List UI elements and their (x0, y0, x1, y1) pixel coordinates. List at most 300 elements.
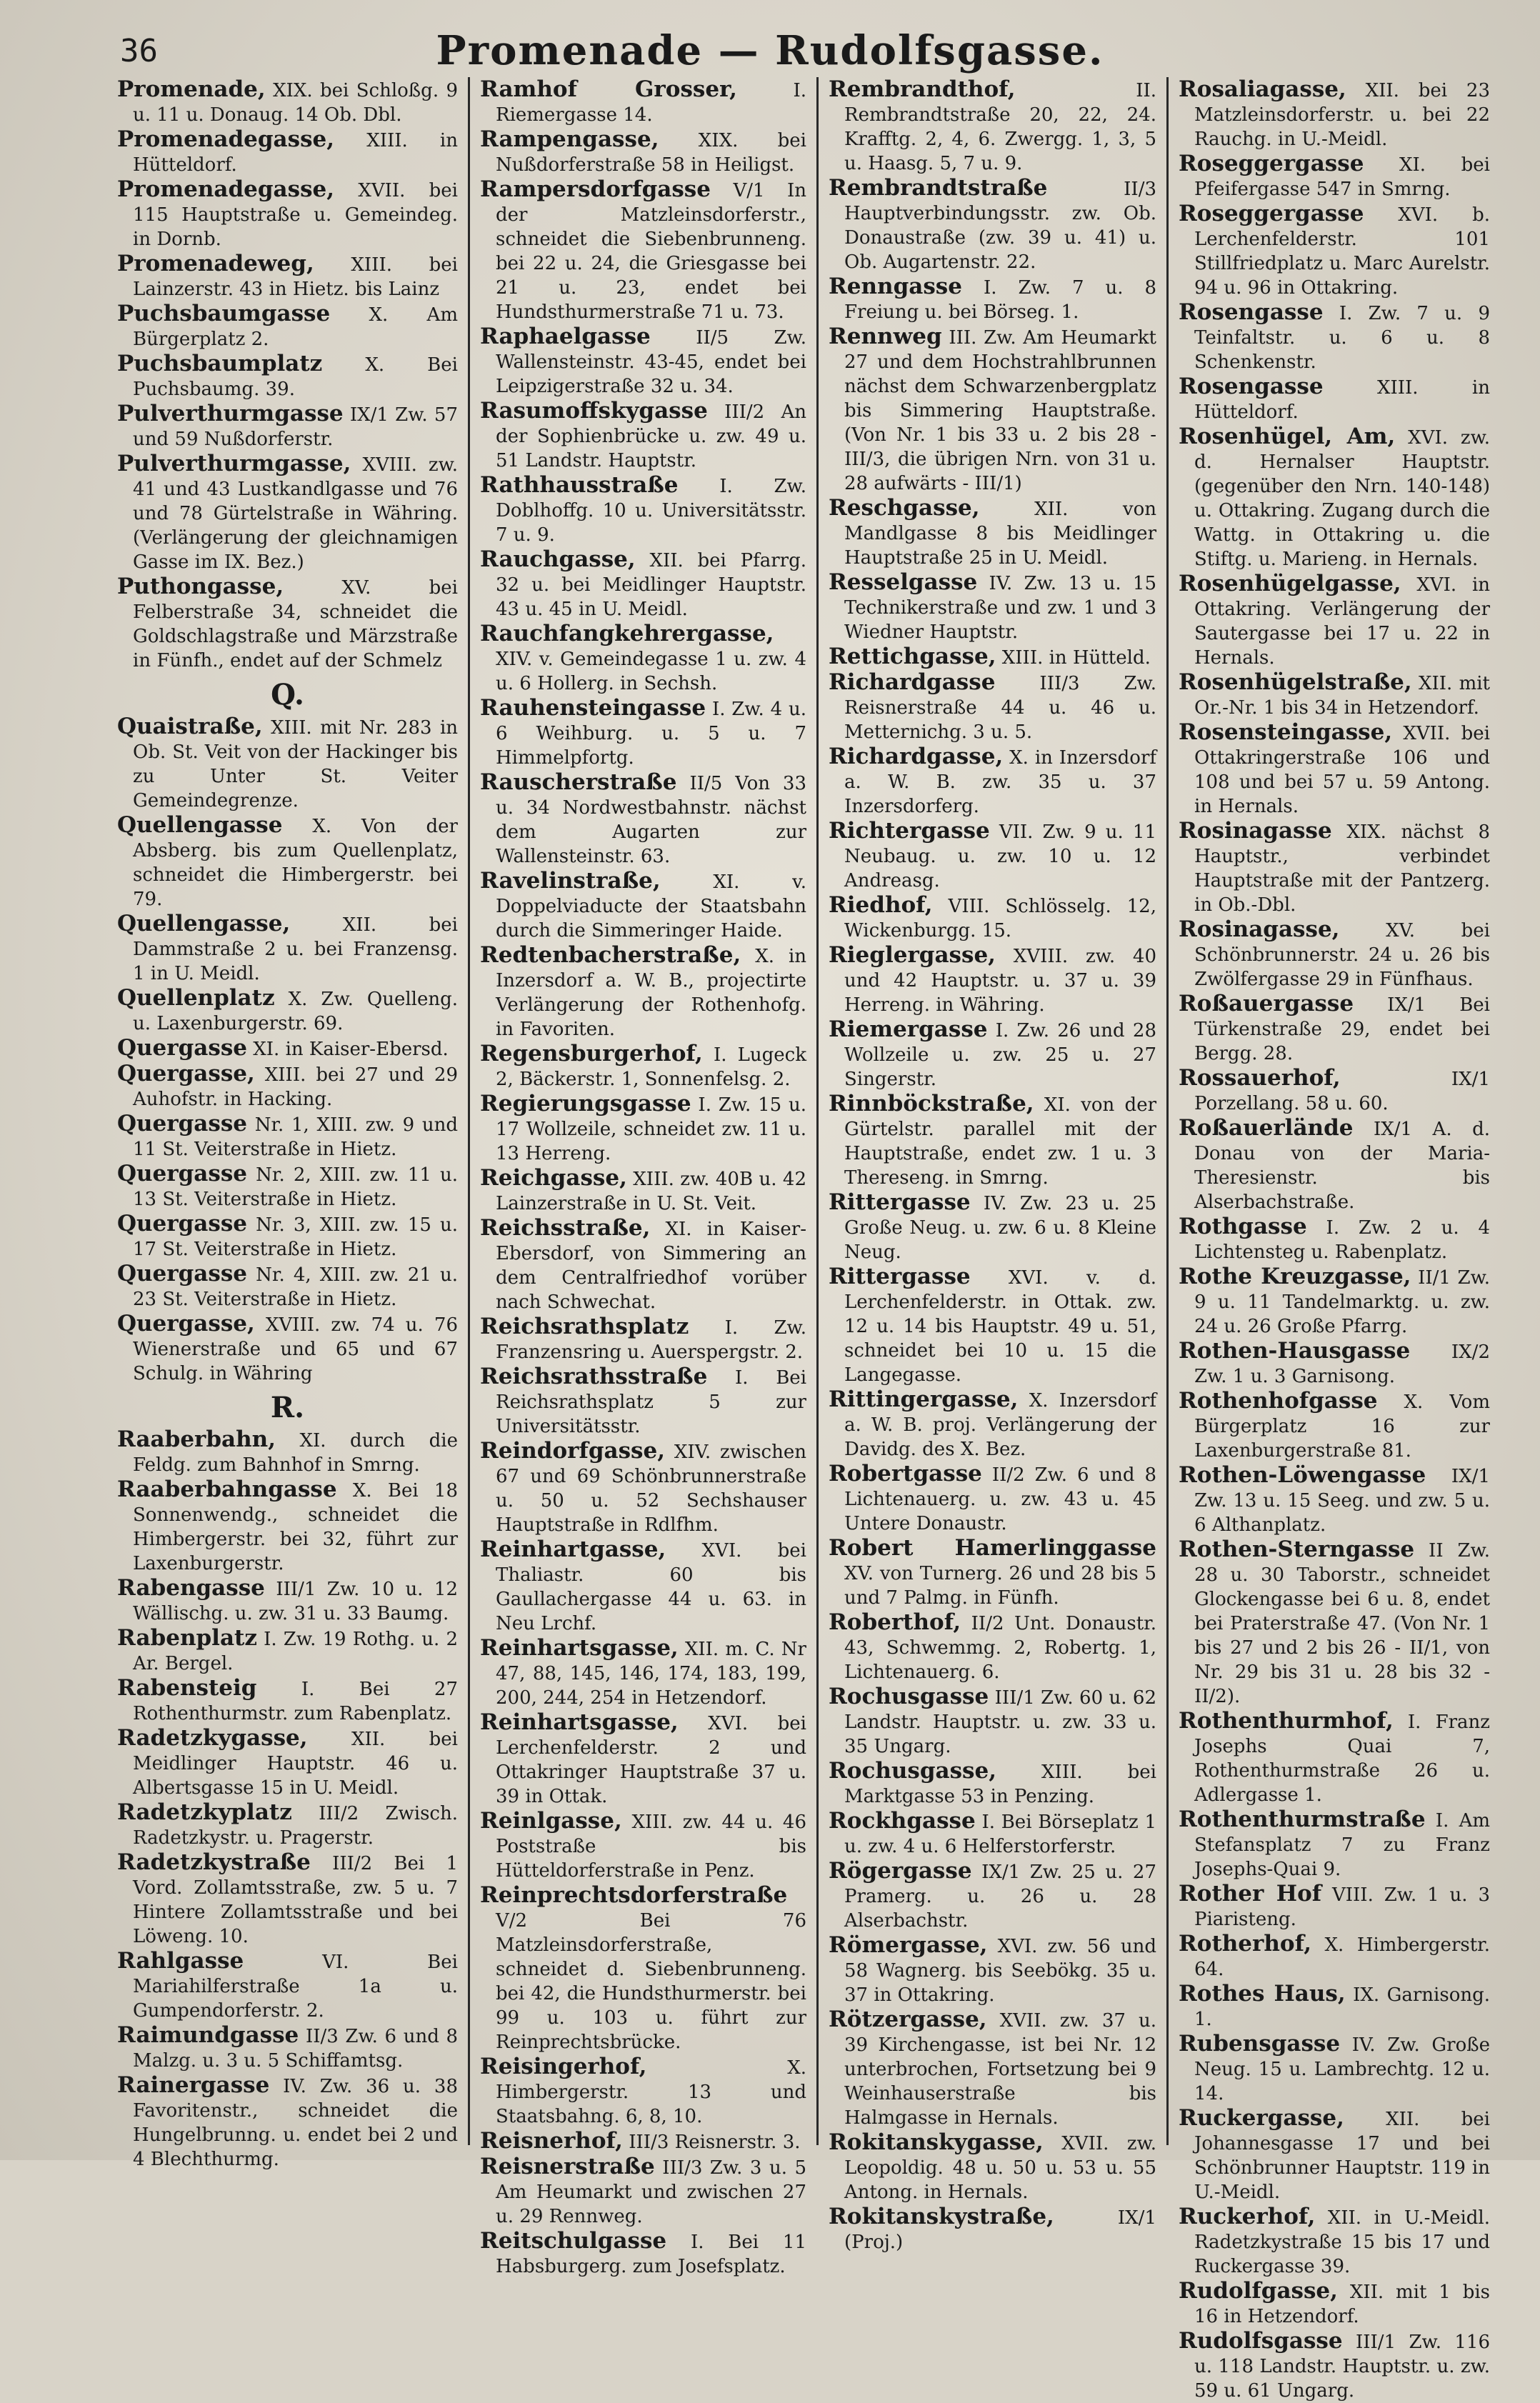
street-description: XVIII. zw. 40 und 42 Hauptstr. u. 37 u. 39 Herreng. in Währing. (844, 946, 1157, 1016)
street-description: I. Zw. Doblhoffg. 10 u. Universitätsstr. 7 u. 9. (496, 476, 806, 546)
directory-entry (1179, 720, 1490, 819)
street-description: X. in Inzersdorf a. W. B. zw. 35 u. 37 Inzersdorferg. (844, 747, 1156, 817)
street-description: V/2 Bei 76 Matzleinsdorferstraße, schneidet d. Siebenbrunneng. bei 42, die Hundsthurmerstr. bei 99 u. 103 u. führt zur Reinprechtsbrücke. (496, 1910, 806, 2053)
street-name: Riemergasse (829, 1016, 988, 1042)
street-description: I. Zw. 4 u. 6 Weihburg. u. 5 u. 7 Himmelpfortg. (496, 699, 806, 769)
street-name: Puchsbaumgasse (117, 301, 331, 326)
directory-entry (829, 1684, 1156, 1759)
street-name: Rembrandthof, (829, 76, 1016, 102)
street-description: XII. bei Johannesgasse 17 und bei Schönbrunner Hauptstr. 119 in U.-Meidl. (1194, 2109, 1490, 2203)
street-description: XVIII. zw. 41 und 43 Lustkandlgasse und 76 und 78 Gürtelstraße in Währing. (Verlängerung der gleichnamigen Gasse im IX. Bez.) (133, 454, 459, 573)
directory-entry (117, 1800, 458, 1850)
directory-entry (117, 1850, 458, 1949)
street-description: XI. durch die Feldg. zum Bahnhof in Smrng. (133, 1430, 459, 1476)
street-description: XIX. bei Schloßg. 9 u. 11 u. Donaug. 14 Ob. Dbl. (133, 80, 459, 126)
street-name: Rittergasse (829, 1264, 971, 1289)
street-name: Rampersdorfgasse (480, 176, 711, 202)
street-name: Quergasse, (117, 1311, 255, 1337)
street-name: Quaistraße, (117, 714, 263, 739)
directory-entry (117, 1111, 458, 1161)
street-name: Robert Hamerlinggasse (829, 1535, 1156, 1561)
street-description: IV. Zw. 23 u. 25 Große Neug. u. zw. 6 u. 8 Kleine Neug. (844, 1193, 1156, 1263)
street-description: XVIII. zw. 74 u. 76 Wienerstraße und 65 und 67 Schulg. in Währing (133, 1314, 458, 1384)
street-name: Ruckerhof, (1179, 2204, 1316, 2229)
street-name: Reisnerhof, (480, 2128, 623, 2154)
street-description: XII. bei Pfarrg. 32 u. bei Meidlinger Hauptstr. 43 u. 45 in U. Meidl. (496, 550, 806, 620)
street-name: Rosinagasse, (1179, 916, 1340, 942)
directory-entry (1179, 77, 1490, 151)
street-name: Radetzkygasse, (117, 1725, 308, 1751)
street-description: I. Zw. Franzensring u. Auerspergstr. 2. (496, 1317, 806, 1363)
street-name: Rosenhügelgasse, (1179, 571, 1401, 596)
street-name: Quergasse (117, 1035, 247, 1061)
directory-entry (117, 1212, 458, 1262)
street-name: Rothenthurmhof, (1179, 1708, 1394, 1734)
directory-entry (480, 770, 806, 869)
directory-entry (829, 1264, 1156, 1387)
directory-entry (480, 1809, 806, 1883)
street-name: Rudolfsgasse (1179, 2328, 1343, 2354)
directory-entry (829, 1809, 1156, 1859)
street-description: III/3 Reisnerstr. 3. (629, 2132, 801, 2153)
directory-entry (480, 127, 806, 177)
street-name: Rotherhof, (1179, 1931, 1312, 1957)
directory-entry (1179, 1389, 1490, 1463)
directory-entry (480, 324, 806, 399)
directory-entry (117, 1312, 458, 1386)
street-description: III. Zw. Am Heumarkt 27 und dem Hochstrahlbrunnen nächst dem Schwarzenbergplatz bis Simmering Hauptstraße. (Von Nr. 1 bis 33 u. 2 bis 28 - III/3, die übrigen Nrn. von 31 u. 28 aufwärts - III/1) (844, 327, 1156, 494)
street-description: III/3 Zw. Reisnerstraße 44 u. 46 u. Metternichg. 3 u. 5. (844, 673, 1156, 743)
directory-entry (829, 744, 1156, 819)
street-name: Römergasse, (829, 1932, 988, 1958)
street-description: XIII. in Hütteld. (1001, 647, 1151, 669)
street-description: III/2 An der Sophienbrücke u. zw. 49 u. 51 Landstr. Hauptstr. (496, 401, 807, 471)
street-description: I. Zw. 7 u. 9 Teinfaltstr. u. 6 u. 8 Schenkenstr. (1194, 303, 1490, 373)
street-description: II Zw. 28 u. 30 Taborstr., schneidet Glockengasse bei 6 u. 8, endet bei Praterstraße 47. (Von Nr. 1 bis 27 und 2 bis 26 - II/1, von Nr. 29 bis 31 u. 28 bis 32 - II/2). (1194, 1540, 1491, 1707)
street-description: VII. Zw. 9 u. 11 Neubaug. u. zw. 10 u. 12 Andreasg. (844, 821, 1157, 891)
directory-entry (480, 399, 806, 473)
directory-entry (480, 696, 806, 770)
running-title: Promenade — Rudolfsgasse. (436, 27, 1104, 74)
street-name: Promenadegasse, (117, 126, 335, 152)
street-name: Rittergasse (829, 1189, 971, 1215)
directory-entry (829, 1017, 1156, 1091)
column-4 (1169, 76, 1500, 2402)
street-name: Raaberbahngasse (117, 1477, 337, 1502)
street-description: XV. von Turnerg. 26 und 28 bis 5 und 7 Palmg. in Fünfh. (844, 1563, 1156, 1609)
street-name: Rochusgasse (829, 1684, 989, 1709)
directory-entry (1179, 571, 1490, 670)
street-name: Rothen-Hausgasse (1179, 1338, 1411, 1364)
directory-entry (117, 813, 458, 911)
directory-entry (117, 1626, 458, 1676)
street-description: IX/1 Zw. 13 u. 15 Seeg. und zw. 5 u. 6 Althanplatz. (1194, 1466, 1490, 1536)
street-name: Ramhof Grosser, (480, 76, 737, 102)
street-name: Rauchfangkehrergasse, (480, 621, 774, 646)
street-name: Rosinagasse (1179, 818, 1332, 844)
street-name: Resselgasse (829, 569, 978, 595)
street-name: Rothen-Sterngasse (1179, 1537, 1415, 1562)
directory-entry (1179, 1214, 1490, 1264)
street-description: I. Zw. 26 und 28 Wollzeile u. zw. 25 u. 27 Singerstr. (844, 1020, 1156, 1090)
street-name: Rinnböckstraße, (829, 1091, 1034, 1116)
street-description: I. Zw. 19 Rothg. u. 2 Ar. Bergel. (133, 1629, 458, 1674)
street-name: Robertgasse (829, 1461, 982, 1487)
letter-heading: R. (270, 1391, 305, 1424)
street-name: Rittingergasse, (829, 1387, 1019, 1412)
street-description: Nr. 3, XIII. zw. 15 u. 17 St. Veiterstraße in Hietz. (133, 1214, 459, 1260)
street-description: X. Himbergerstr. 64. (1194, 1934, 1491, 1980)
street-description: II/5 Von 33 u. 34 Nordwestbahnstr. nächst dem Augarten zur Wallensteinstr. 63. (496, 773, 807, 867)
street-name: Reinhartsgasse, (480, 1635, 679, 1661)
street-description: XVI. zw. 56 und 58 Wagnerg. bis Seebökg. 35 u. 37 in Ottakring. (844, 1936, 1157, 2006)
directory-entry (480, 1710, 806, 1809)
street-name: Richardgasse (829, 669, 996, 695)
street-description: X. in Inzersdorf a. W. B., projectirte Verlängerung der Rothenhofg. in Favoriten. (496, 946, 806, 1040)
street-description: XII. von Mandlgasse 8 bis Meidlinger Hauptstraße 25 in U. Meidl. (844, 499, 1157, 569)
street-name: Renngasse (829, 274, 962, 299)
street-description: I. Bei Reichsrathsplatz 5 zur Universitätsstr. (496, 1367, 807, 1437)
street-description: IX/1 Zw. 25 u. 27 Pramerg. u. 26 u. 28 Alserbachstr. (844, 1862, 1157, 1932)
street-name: Quergasse (117, 1111, 247, 1136)
street-name: Reichsstraße, (480, 1215, 651, 1241)
directory-entry (480, 1883, 806, 2054)
street-description: X. Bei 18 Sonnenwendg., schneidet die Himbergerstr. bei 32, führt zur Laxenburgerstr. (133, 1480, 459, 1574)
directory-entry (480, 1364, 806, 1439)
street-description: I. Bei 11 Habsburgerg. zum Josefsplatz. (496, 2232, 806, 2277)
street-description: XII. in U.-Meidl. Radetzkystraße 15 bis 17 und Ruckergasse 39. (1194, 2207, 1490, 2277)
street-name: Riedhof, (829, 892, 933, 918)
street-description: I. Riemergasse 14. (496, 80, 806, 126)
directory-entry (480, 1636, 806, 1710)
street-description: XI. bei Pfeifergasse 547 in Smrng. (1194, 154, 1490, 200)
street-name: Rokitanskygasse, (829, 2129, 1044, 2155)
street-name: Rasumoffskygasse (480, 398, 708, 424)
street-description: III/2 Zwisch. Radetzkystr. u. Pragerstr. (133, 1803, 458, 1849)
directory-entry (829, 274, 1156, 324)
street-description: Nr. 2, XIII. zw. 11 u. 13 St. Veiterstraße in Hietz. (133, 1164, 459, 1210)
street-description: IV. Zw. 36 u. 38 Favoritenstr., schneidet die Hungelbrunng. u. endet bei 2 und 4 Blechthurmg. (133, 2076, 458, 2170)
street-name: Regierungsgasse (480, 1091, 691, 1116)
directory-entry (117, 301, 458, 351)
street-description: III/2 Bei 1 Vord. Zollamtsstraße, zw. 5 u. 7 Hintere Zollamtsstraße und bei Löweng. 10. (133, 1853, 458, 1947)
street-name: Roseggergasse (1179, 201, 1364, 226)
street-name: Rother Hof (1179, 1881, 1322, 1907)
street-description: XIII. in Hütteldorf. (133, 130, 458, 176)
directory-entry (480, 2154, 806, 2229)
street-description: XIII. bei Marktgasse 53 in Penzing. (844, 1762, 1156, 1807)
street-description: XVI. bei Lerchenfelderstr. 2 und Ottakringer Hauptstraße 37 u. 39 in Ottak. (496, 1713, 807, 1807)
directory-entry (480, 621, 806, 696)
street-description: IX/1 A. d. Donau von der Maria-Theresienstr. bis Alserbachstraße. (1194, 1119, 1491, 1213)
directory-entry (829, 570, 1156, 644)
street-description: XI. in Kaiser-Ebersd. (253, 1039, 449, 1060)
directory-entry (480, 1041, 806, 1091)
street-description: II/3 Zw. 6 und 8 Malzg. u. 3 u. 5 Schiffamtsg. (133, 2026, 459, 2072)
street-description: XVI. zw. d. Hernalser Hauptstr. (gegenüber den Nrn. 140-148) u. Ottakring. Zugang durch die Wattg. in Ottakring u. die Stiftg. u. Marieng. in Hernals. (1194, 427, 1490, 570)
street-name: Reisnerstraße (480, 2154, 655, 2179)
directory-entry (480, 77, 806, 127)
directory-entry (1179, 1807, 1490, 1882)
directory-entry (829, 1536, 1156, 1610)
directory-entry (117, 451, 458, 574)
street-description: XIX. bei Nußdorferstraße 58 in Heiligst. (496, 130, 807, 176)
directory-entry (117, 77, 458, 127)
street-description: XV. bei Felberstraße 34, schneidet die Goldschlagstraße und Märzstraße in Fünfh., endet auf der Schmelz (133, 577, 458, 671)
street-name: Rauchgasse, (480, 546, 636, 572)
street-name: Rudolfgasse, (1179, 2278, 1338, 2304)
street-name: Roseggergasse (1179, 151, 1364, 176)
street-name: Rokitanskystraße, (829, 2204, 1054, 2229)
directory-entry (1179, 2032, 1490, 2106)
street-name: Rosenhügel, Am, (1179, 424, 1396, 449)
directory-entry (117, 1262, 458, 1312)
street-description: VIII. Zw. 1 u. 3 Piaristeng. (1194, 1884, 1490, 1930)
street-description: XI. v. Doppelviaducte der Staatsbahn durch die Simmeringer Haide. (496, 871, 806, 941)
directory-entry (1179, 1709, 1490, 1807)
street-description: XVI. bei Thaliastr. 60 bis Gaullachergasse 44 u. 63. in Neu Lrchf. (496, 1540, 806, 1634)
directory-entry (1179, 2106, 1490, 2204)
street-name: Reisingerhof, (480, 2054, 647, 2079)
directory-entry (829, 1091, 1156, 1190)
directory-entry (117, 574, 458, 673)
street-name: Promenade, (117, 76, 266, 102)
directory-entry (829, 943, 1156, 1017)
street-description: III/3 Zw. 3 u. 5 Am Heumarkt und zwischen 27 u. 29 Rennweg. (496, 2157, 807, 2227)
directory-entry (117, 911, 458, 986)
directory-entry (829, 1462, 1156, 1536)
street-name: Rögergasse (829, 1858, 972, 1884)
street-name: Rubensgasse (1179, 2031, 1341, 2057)
directory-entry (117, 1576, 458, 1626)
street-name: Reinhartsgasse, (480, 1709, 679, 1735)
street-name: Reichsrathsstraße (480, 1364, 708, 1389)
directory-entry (1179, 424, 1490, 571)
directory-entry (1179, 1982, 1490, 2032)
street-description: XVII. bei 115 Hauptstraße u. Gemeindeg. in Dornb. (133, 180, 458, 250)
directory-entry (117, 127, 458, 177)
street-description: XII. bei Dammstraße 2 u. bei Franzensg. 1 in U. Meidl. (133, 914, 458, 984)
street-description: II/5 Zw. Wallensteinstr. 43-45, endet bei Leipzigerstraße 32 u. 34. (496, 327, 807, 397)
street-name: Reinhartgasse, (480, 1537, 666, 1562)
street-description: XIII. in Hütteldorf. (1194, 377, 1490, 423)
directory-entry (829, 2130, 1156, 2204)
street-name: Quergasse, (117, 1061, 255, 1086)
street-name: Rauscherstraße (480, 769, 677, 795)
directory-entry (480, 2054, 806, 2129)
directory-entry (1179, 670, 1490, 720)
street-description: III/1 Zw. 10 u. 12 Wällischg. u. zw. 31 u. 33 Baumg. (133, 1579, 458, 1624)
street-description: X. Inzersdorf a. W. B. proj. Verlängerung der Davidg. des X. Bez. (844, 1390, 1157, 1460)
street-description: XI. von der Gürtelstr. parallel mit der Hauptstraße, endet zw. 1 u. 3 Thereseng. in Smrng. (844, 1094, 1157, 1189)
street-description: XVII. zw. 37 u. 39 Kirchengasse, ist bei Nr. 12 unterbrochen, Fortsetzung bei 9 Weinhauserstraße bis Halmgasse in Hernals. (844, 2010, 1156, 2129)
street-name: Reinlgasse, (480, 1808, 622, 1834)
letter-heading: Q. (271, 678, 304, 711)
street-name: Rochusgasse, (829, 1758, 997, 1784)
street-name: Reichsrathsplatz (480, 1314, 689, 1339)
street-description: IX. Garnisong. 1. (1194, 1984, 1491, 2030)
street-description: I. Zw. 15 u. 17 Wollzeile, schneidet zw. 11 u. 13 Herreng. (496, 1094, 806, 1164)
street-description: XIV. v. Gemeindegasse 1 u. zw. 4 u. 6 Hollerg. in Sechsh. (496, 649, 806, 694)
street-description: X. Zw. Quelleng. u. Laxenburgerstr. 69. (133, 989, 459, 1034)
street-name: Roßauerlände (1179, 1115, 1354, 1141)
street-description: XVI. v. d. Lerchenfelderstr. in Ottak. zw. 12 u. 14 bis Hauptstr. 49 u. 51, schneidet bei 10 u. 15 die Langegasse. (844, 1267, 1156, 1386)
street-description: III/1 Zw. 116 u. 118 Landstr. Hauptstr. u. zw. 59 u. 61 Ungarg. (1194, 2332, 1490, 2402)
directory-entry (829, 819, 1156, 893)
street-description: XVII. zw. Leopoldig. 48 u. 50 u. 53 u. 55 Antong. in Hernals. (844, 2133, 1156, 2203)
street-description: XIII. bei 27 und 29 Auhofstr. in Hacking. (133, 1064, 458, 1110)
street-description: X. Bei Puchsbaumg. 39. (133, 354, 458, 400)
column-3 (819, 76, 1169, 2253)
street-description: II. Rembrandtstraße 20, 22, 24. Krafftg. 2, 4, 6. Zwergg. 1, 3, 5 u. Haasg. 5, 7 u. 9. (844, 80, 1156, 174)
directory-entry (480, 1216, 806, 1314)
street-description: IX/1 Zw. 57 und 59 Nußdorferstr. (133, 404, 458, 450)
street-name: Reitschulgasse (480, 2228, 667, 2254)
directory-entry (1179, 151, 1490, 201)
street-description: XIII. bei Lainzerstr. 43 in Hietz. bis Lainz (133, 254, 458, 300)
directory-entry (480, 1314, 806, 1364)
street-name: Radetzkystraße (117, 1849, 311, 1875)
directory-entry (829, 496, 1156, 570)
street-description: V/1 In der Matzleinsdorferstr., schneidet die Siebenbrunneng. bei 22 u. 24, die Griesgasse bei 21 u. 23, endet bei Hundsthurmerstraße 71 u. 73. (496, 180, 806, 323)
street-description: I. Zw. 7 u. 8 Freiung u. bei Börseg. 1. (844, 277, 1157, 323)
street-description: XIII. mit Nr. 283 in Ob. St. Veit von der Hackinger bis zu Unter St. Veiter Gemeindegrenze. (133, 717, 459, 811)
directory-entry (829, 670, 1156, 744)
street-name: Rembrandtstraße (829, 175, 1048, 201)
directory-entry (117, 1949, 458, 2023)
street-name: Quergasse (117, 1161, 247, 1186)
directory-entry (1179, 2329, 1490, 2403)
street-name: Rosengasse (1179, 299, 1324, 325)
page-header (0, 20, 1540, 77)
street-name: Rothenthurmstraße (1179, 1807, 1426, 1832)
directory-entry (1179, 1116, 1490, 1214)
street-description: IX/1 Bei Türkenstraße 29, endet bei Bergg. 28. (1194, 994, 1490, 1064)
street-name: Rennweg (829, 324, 942, 349)
directory-entry (829, 2204, 1156, 2254)
directory-entry (829, 1759, 1156, 1809)
street-name: Rötzergasse, (829, 2007, 987, 2032)
street-name: Roßauergasse (1179, 991, 1354, 1016)
street-description: XII. bei 23 Matzleinsdorferstr. u. bei 22 Rauchg. in U.-Meidl. (1194, 80, 1490, 150)
directory-entry (829, 77, 1156, 176)
street-name: Quellengasse (117, 812, 283, 838)
directory-entry (829, 1190, 1156, 1264)
directory-entry (829, 644, 1156, 670)
street-name: Quellengasse, (117, 911, 291, 936)
directory-entry (117, 1061, 458, 1111)
directory-entry (1179, 1264, 1490, 1339)
directory-entry (480, 547, 806, 621)
street-description: XVI. b. Lerchenfelderstr. 101 Stillfriedplatz u. Marc Aurelstr. 94 u. 96 in Ottakring. (1194, 204, 1490, 299)
directory-entry (117, 1477, 458, 1576)
directory-entry (1179, 1932, 1490, 1982)
directory-entry (480, 1166, 806, 1216)
street-description: XVI. in Ottakring. Verlängerung der Sautergasse bei 17 u. 22 in Hernals. (1194, 574, 1490, 669)
directory-entry (1179, 1066, 1490, 1116)
street-name: Rieglergasse, (829, 942, 996, 968)
street-name: Promenadeweg, (117, 251, 314, 276)
street-name: Quellenplatz (117, 985, 275, 1011)
directory-entry (1179, 819, 1490, 917)
street-name: Regensburgerhof, (480, 1041, 703, 1066)
street-name: Richtergasse (829, 818, 990, 844)
street-description: XIII. zw. 44 u. 46 Poststraße bis Hütteldorferstraße in Penz. (496, 1812, 806, 1882)
directory-entry (829, 1610, 1156, 1684)
column-2 (470, 76, 819, 2277)
street-name: Pulverthurmgasse, (117, 451, 351, 476)
street-description: XI. in Kaiser-Ebersdorf, von Simmering an dem Centralfriedhof vorüber nach Schwechat. (496, 1219, 806, 1313)
street-name: Quergasse (117, 1261, 247, 1287)
directory-entry (829, 1387, 1156, 1462)
directory-entry (1179, 2279, 1490, 2329)
street-name: Rockhgasse (829, 1808, 976, 1834)
street-name: Rothenhofgasse (1179, 1388, 1378, 1414)
street-name: Rampengasse, (480, 126, 659, 152)
directory-entry (117, 1676, 458, 1726)
street-description: II/3 Hauptverbindungsstr. zw. Ob. Donaustraße (zw. 39 u. 41) u. Ob. Augartenstr. 22. (844, 179, 1156, 273)
street-description: VI. Bei Mariahilferstraße 1a u. Gumpendorferstr. 2. (133, 1952, 458, 2022)
directory-entry (480, 943, 806, 1041)
directory-entry (1179, 2204, 1490, 2279)
directory-entry (480, 1439, 806, 1537)
street-name: Rabengasse (117, 1575, 265, 1601)
street-name: Rothen-Löwengasse (1179, 1462, 1426, 1488)
street-name: Rosengasse (1179, 374, 1324, 399)
street-directory (107, 76, 1500, 2402)
directory-entry (117, 2023, 458, 2073)
street-name: Roberthof, (829, 1609, 961, 1635)
street-name: Rabenplatz (117, 1625, 257, 1651)
street-description: VIII. Schlösselg. 12, Wickenburgg. 15. (844, 896, 1156, 941)
directory-entry (829, 324, 1156, 496)
street-description: XII. mit Or.-Nr. 1 bis 34 in Hetzendorf. (1194, 673, 1490, 719)
directory-entry (1179, 1339, 1490, 1389)
street-description: X. Von der Absberg. bis zum Quellenplatz, schneidet die Himbergerstr. bei 79. (133, 816, 458, 910)
street-name: Rauhensteingasse (480, 695, 706, 721)
directory-entry (829, 176, 1156, 274)
street-description: IV. Zw. Große Neug. 15 u. Lambrechtg. 12 u. 14. (1194, 2034, 1491, 2104)
street-name: Radetzkyplatz (117, 1799, 292, 1825)
directory-entry (117, 177, 458, 251)
street-name: Rosenhügelstraße, (1179, 669, 1412, 695)
street-description: X. Himbergerstr. 13 und Staatsbahng. 6, 8, 10. (496, 2057, 806, 2127)
street-description: I. Am Stefansplatz 7 zu Franz Josephs-Quai 9. (1194, 1810, 1490, 1880)
street-name: Ravelinstraße, (480, 868, 661, 894)
street-name: Puchsbaumplatz (117, 351, 323, 376)
street-description: I. Bei 27 Rothenthurmstr. zum Rabenplatz. (133, 1679, 458, 1724)
directory-entry (117, 251, 458, 301)
street-description: XII. mit 1 bis 16 in Hetzendorf. (1194, 2282, 1491, 2327)
directory-entry (117, 401, 458, 451)
directory-entry (117, 986, 458, 1036)
directory-entry (1179, 1537, 1490, 1709)
street-name: Raphaelgasse (480, 324, 651, 349)
directory-entry (480, 177, 806, 324)
street-description: XVII. bei Ottakringerstraße 106 und 108 und bei 57 u. 59 Antong. in Hernals. (1194, 723, 1490, 817)
street-name: Rahlgasse (117, 1948, 244, 1974)
street-name: Rabensteig (117, 1675, 257, 1701)
directory-entry (829, 1933, 1156, 2007)
directory-entry (829, 1859, 1156, 1933)
street-name: Raimundgasse (117, 2022, 299, 2048)
street-description: IX/1 (Proj.) (844, 2207, 1156, 2253)
directory-entry (117, 1161, 458, 1212)
street-description: XIV. zwischen 67 und 69 Schönbrunnerstraße u. 50 u. 52 Sechshauser Hauptstraße in Rdlfhm. (496, 1442, 806, 1536)
street-description: XII. bei Meidlinger Hauptstr. 46 u. Albertsgasse 15 in U. Meidl. (133, 1729, 458, 1799)
directory-entry (1179, 917, 1490, 991)
directory-entry (480, 869, 806, 943)
